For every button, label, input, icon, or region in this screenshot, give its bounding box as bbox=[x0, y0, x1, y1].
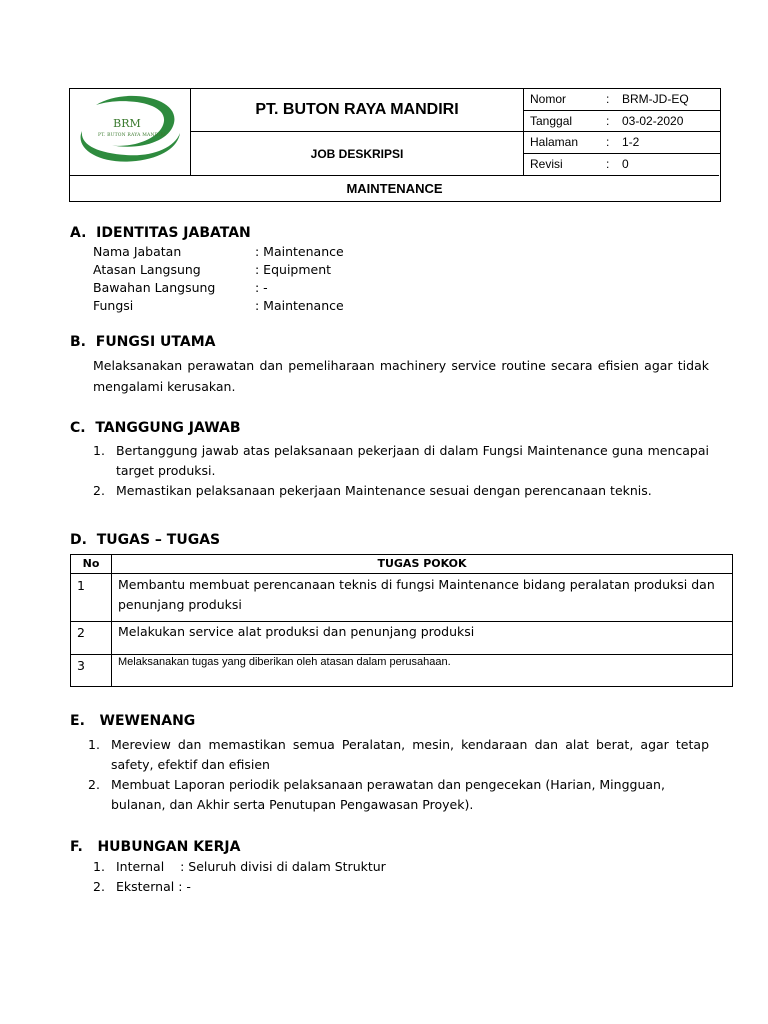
section-title: TANGGUNG JAWAB bbox=[95, 420, 241, 436]
meta-key: Nomor bbox=[530, 92, 567, 106]
brm-logo-swoosh-icon bbox=[70, 89, 191, 175]
list-item: Memastikan pelaksanaan pekerjaan Maintenance sesuai dengan perencanaan teknis. bbox=[116, 483, 652, 498]
section-letter: C. bbox=[70, 420, 86, 436]
identity-key: Nama Jabatan bbox=[93, 244, 182, 259]
section-letter: B. bbox=[70, 334, 86, 350]
section-title: FUNGSI UTAMA bbox=[95, 334, 216, 350]
table-row-divider bbox=[71, 573, 732, 574]
list-number: 1. bbox=[88, 737, 100, 752]
meta-colon: : bbox=[606, 92, 610, 106]
meta-row-revisi bbox=[524, 154, 720, 176]
meta-value: 0 bbox=[622, 156, 629, 171]
list-item: Membuat Laporan periodik pelaksanaan perawatan dan pengecekan (Harian, Mingguan, bulanan, dan Akhir serta Penutupan Pengawasan Proyek). bbox=[111, 777, 665, 812]
logo-text: BRM bbox=[113, 117, 141, 130]
table-header-no: No bbox=[82, 557, 100, 570]
identity-value: : - bbox=[255, 280, 268, 295]
main-function-text: Melaksanakan perawatan dan pemeliharaan machinery service routine secara efisien agar tidak mengalami kerusakan. bbox=[93, 358, 709, 394]
list-number: 2. bbox=[93, 483, 105, 498]
identity-key: Fungsi bbox=[93, 298, 134, 313]
document-header-table bbox=[69, 88, 721, 202]
section-letter: D. bbox=[70, 532, 87, 548]
meta-value: 03-02-2020 bbox=[622, 113, 684, 128]
identity-value: : Maintenance bbox=[255, 298, 344, 313]
meta-row-halaman bbox=[524, 132, 720, 154]
section-b-heading bbox=[70, 334, 216, 350]
meta-key: Revisi bbox=[530, 156, 563, 171]
list-number: 1. bbox=[93, 859, 105, 874]
meta-key: Halaman bbox=[530, 135, 579, 149]
table-row-task: Melaksanakan tugas yang diberikan oleh atasan dalam perusahaan. bbox=[118, 656, 451, 668]
doc-meta-table bbox=[524, 89, 720, 175]
section-title: TUGAS – TUGAS bbox=[96, 532, 221, 548]
table-header-task: TUGAS POKOK bbox=[377, 557, 467, 570]
section-title: IDENTITAS JABATAN bbox=[96, 225, 251, 241]
section-d-heading bbox=[70, 532, 220, 548]
doc-type-cell bbox=[191, 132, 524, 175]
section-letter: F. bbox=[70, 839, 83, 855]
list-number: 2. bbox=[88, 777, 100, 792]
list-number: 1. bbox=[93, 443, 105, 458]
company-cell bbox=[191, 89, 524, 132]
logo-subtext: PT. BUTON RAYA MANDIRI bbox=[98, 133, 166, 138]
meta-colon: : bbox=[606, 156, 610, 171]
identity-key: Bawahan Langsung bbox=[93, 280, 216, 295]
department-cell bbox=[70, 175, 719, 201]
section-title: HUBUNGAN KERJA bbox=[97, 839, 241, 855]
table-row-no: 1 bbox=[77, 578, 85, 593]
identity-value: : Equipment bbox=[255, 262, 332, 277]
department-title: MAINTENANCE bbox=[346, 181, 443, 196]
meta-row-nomor bbox=[524, 89, 720, 111]
section-f-heading bbox=[70, 839, 240, 855]
identity-key: Atasan Langsung bbox=[93, 262, 201, 277]
section-letter: A. bbox=[70, 225, 87, 241]
logo-cell bbox=[70, 89, 191, 175]
meta-key: Tanggal bbox=[530, 113, 573, 128]
list-item: Internal : Seluruh divisi di dalam Struktur bbox=[116, 859, 386, 874]
section-c-heading bbox=[70, 420, 241, 436]
table-row-no: 3 bbox=[77, 658, 85, 673]
meta-colon: : bbox=[606, 135, 610, 149]
tasks-table bbox=[70, 554, 733, 687]
list-item: Mereview dan memastikan semua Peralatan, mesin, kendaraan dan alat berat, agar tetap safety, efektif dan efisien bbox=[111, 737, 709, 772]
table-row-task: Membantu membuat perencanaan teknis di fungsi Maintenance bidang peralatan produksi dan penunjang produksi bbox=[118, 577, 715, 612]
list-item: Eksternal : - bbox=[116, 879, 191, 894]
meta-value: 1-2 bbox=[622, 135, 640, 149]
section-letter: E. bbox=[70, 713, 85, 729]
table-row-no: 2 bbox=[77, 625, 85, 640]
section-e-heading bbox=[70, 713, 195, 729]
identity-value: : Maintenance bbox=[255, 244, 344, 259]
company-name: PT. BUTON RAYA MANDIRI bbox=[255, 101, 459, 118]
meta-colon: : bbox=[606, 113, 610, 128]
meta-row-tanggal bbox=[524, 111, 720, 133]
section-title: WEWENANG bbox=[99, 713, 196, 729]
section-a-heading bbox=[70, 225, 251, 241]
list-item: Bertanggung jawab atas pelaksanaan pekerjaan di dalam Fungsi Maintenance guna mencapai target produksi. bbox=[116, 443, 709, 478]
table-row-task: Melakukan service alat produksi dan penunjang produksi bbox=[118, 624, 475, 639]
meta-value: BRM-JD-EQ bbox=[622, 92, 689, 106]
doc-type: JOB DESKRIPSI bbox=[310, 146, 404, 161]
list-number: 2. bbox=[93, 879, 105, 894]
